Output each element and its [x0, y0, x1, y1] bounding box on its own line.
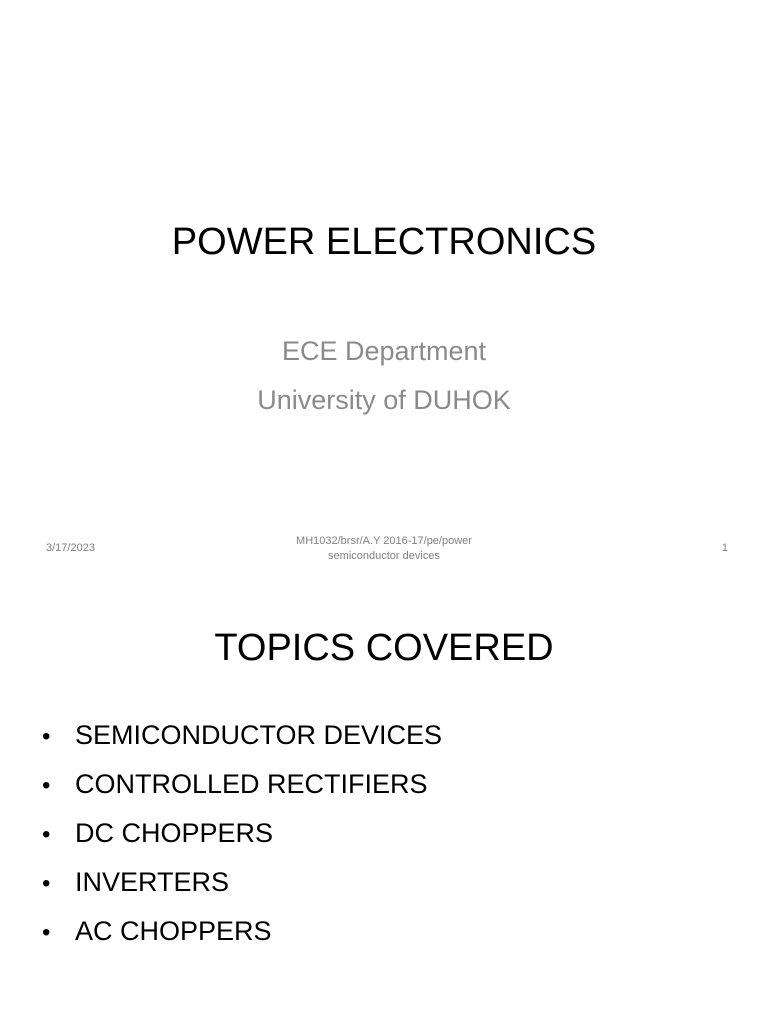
list-item	[42, 711, 442, 760]
topics-list	[42, 711, 442, 956]
university-subtitle: University of DUHOK	[257, 385, 511, 415]
slide-title: TOPICS COVERED	[214, 627, 554, 669]
list-item-text: DC CHOPPERS	[75, 818, 274, 848]
list-item-text: INVERTERS	[75, 867, 230, 897]
footer-page-number: 1	[721, 542, 728, 554]
list-item	[42, 907, 442, 956]
footer-course-line-1: MH1032/brsr/A.Y 2016-17/pe/power	[296, 535, 472, 547]
bullet-icon: •	[42, 919, 51, 946]
slide-2	[0, 576, 768, 1024]
bullet-icon: •	[42, 723, 51, 750]
list-item-text: CONTROLLED RECTIFIERS	[75, 769, 428, 799]
list-item	[42, 809, 442, 858]
footer-date: 3/17/2023	[46, 542, 95, 554]
bullet-icon: •	[42, 772, 51, 799]
bullet-icon: •	[42, 870, 51, 897]
list-item	[42, 760, 442, 809]
list-item-text: SEMICONDUCTOR DEVICES	[75, 720, 443, 750]
footer-course-info	[250, 534, 518, 564]
footer-course-line-2: semiconductor devices	[328, 550, 440, 562]
list-item	[42, 858, 442, 907]
bullet-icon: •	[42, 821, 51, 848]
list-item-text: AC CHOPPERS	[75, 916, 272, 946]
department-subtitle: ECE Department	[281, 336, 487, 366]
slide-title: POWER ELECTRONICS	[171, 221, 597, 263]
